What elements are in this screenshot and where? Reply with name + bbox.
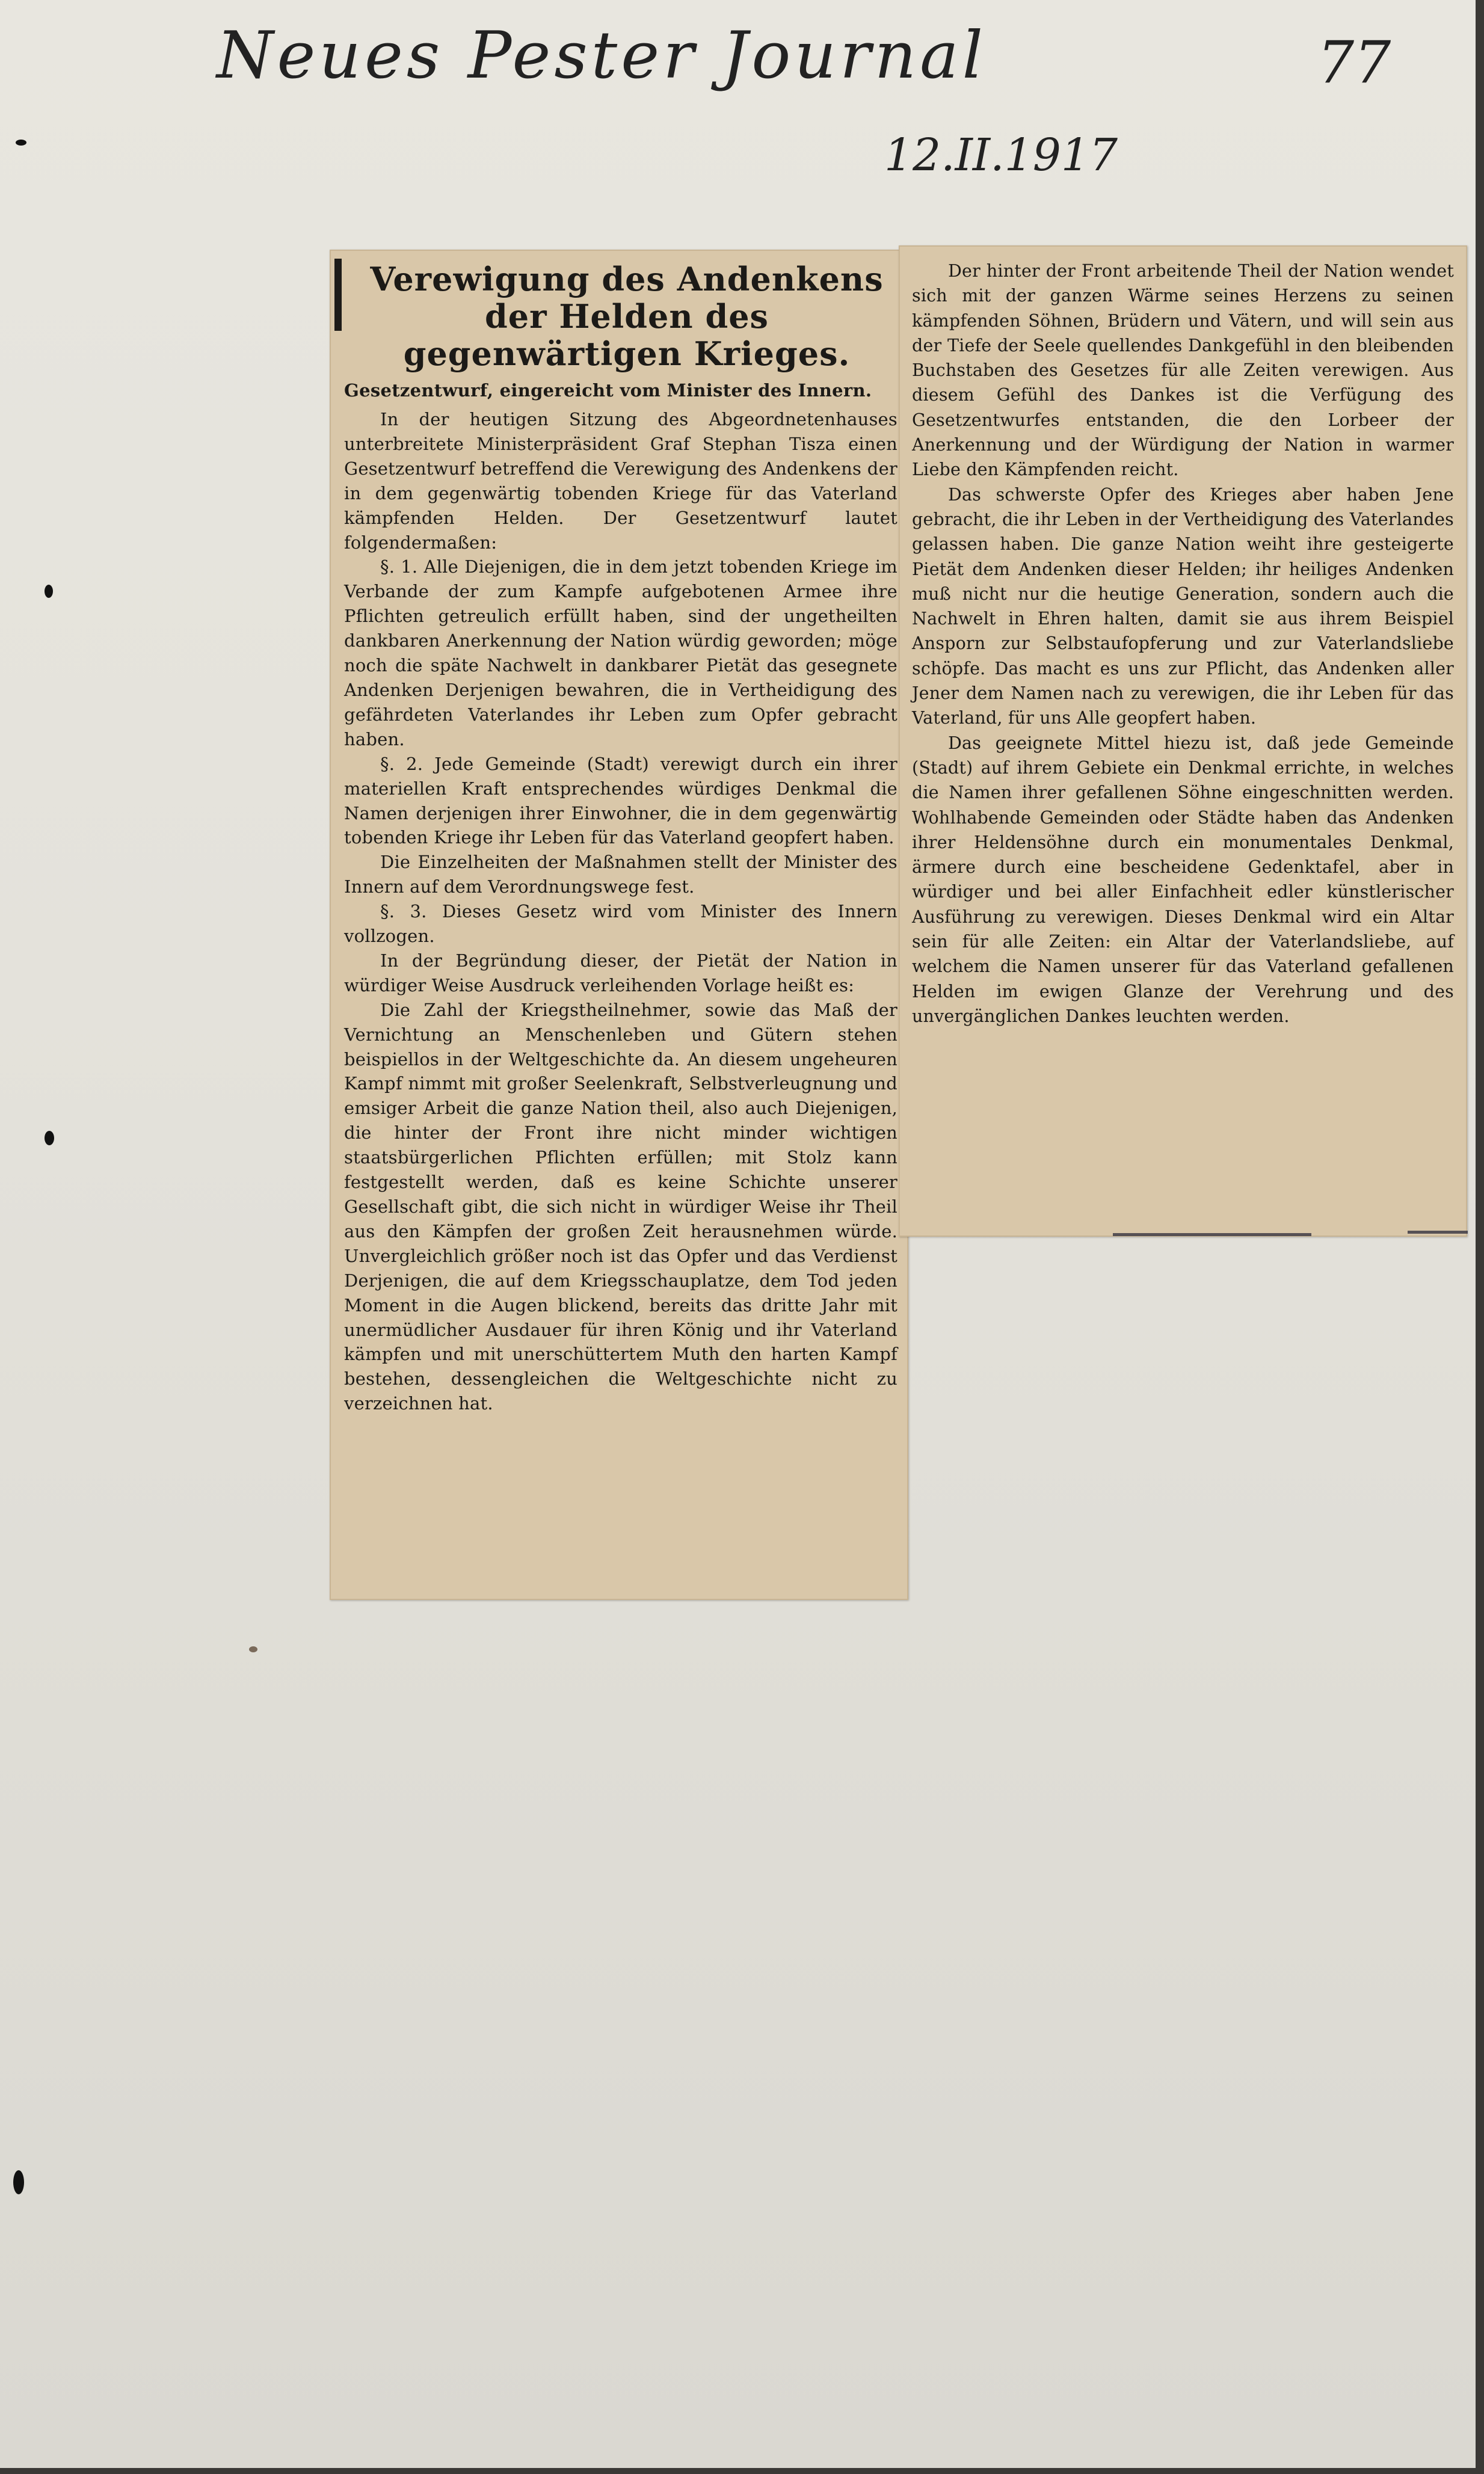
handwritten-page-number: 77: [1317, 29, 1391, 96]
article-paragraph: §. 1. Alle Diejenigen, die in dem jetzt tobenden Kriege im Verbande der zum Kampfe aufgebotenen Armee ihre Pflichten getreulich erfüllt haben, sind der ungetheilten dankbaren Anerkennung der Nation würdig geworden; möge noch die späte Nachwelt in dankbarer Pietät das gesegnete Andenken Derjenigen bewahren, die in Vertheidigung des gefährdeten Vaterlandes ihr Leben zum Opfer gebracht haben.: [344, 556, 897, 749]
article-paragraph: §. 3. Dieses Gesetz wird vom Minister des Innern vollzogen.: [344, 901, 897, 947]
article-headline: Verewigung des Andenkens der Helden des gegenwärtigen Krieges.: [370, 260, 884, 373]
clipping-right-column: [899, 245, 1467, 1237]
article-paragraph: §. 2. Jede Gemeinde (Stadt) verewigt durch ein ihrer materiellen Kraft entsprechendes würdiges Denkmal die Namen derjenigen ihrer Einwohner, die in dem gegenwärtig tobenden Kriege ihr Leben für das Vaterland geopfert haben.: [344, 753, 897, 848]
scan-edge-bottom: [0, 2468, 1484, 2474]
scan-mark: [13, 2170, 24, 2194]
article-paragraph: Das geeignete Mittel hiezu ist, daß jede Gemeinde (Stadt) auf ihrem Gebiete ein Denkmal errichte, in welches die Namen ihrer gefallenen Söhne eingeschnitten werden. Wohlhabende Gemeinden oder Städte haben das Andenken ihrer Heldensöhne durch ein monumentales Denkmal, ärmere durch eine bescheidene Gedenktafel, aber in würdiger und bei aller Einfachheit edler künstlerischer Ausführung zu verewigen. Dieses Denkmal wird ein Altar sein für alle Zeiten: ein Altar der Vaterlandsliebe, auf welchem die Namen unserer für das Vaterland gefallenen Helden im ewigen Glanze der Verehrung und des unvergänglichen Dankes leuchten werden.: [912, 733, 1454, 1026]
handwritten-date: 12.II.1917: [884, 129, 1118, 181]
scan-edge-right: [1476, 0, 1484, 2474]
article-subtitle: Gesetzentwurf, eingereicht vom Minister des Innern.: [344, 380, 872, 401]
article-paragraph: Der hinter der Front arbeitende Theil der Nation wendet sich mit der ganzen Wärme seines Herzens zu seinen kämpfenden Söhnen, Brüdern und Vätern, und will sein aus der Tiefe der Seele quellendes Dankgefühl in den bleibenden Buchstaben des Gesetzes für alle Zeiten verewigen. Aus diesem Gefühl des Dankes ist die Verfügung des Gesetzentwurfes entstanden, die den Lorbeer der Anerkennung und der Würdigung der Nation in warmer Liebe den Kämpfenden reicht.: [912, 261, 1454, 480]
article-paragraph: In der heutigen Sitzung des Abgeordnetenhauses unterbreitete Ministerpräsident Graf Stephan Tisza einen Gesetzentwurf betreffend die Verewigung des Andenkens der in dem gegenwärtig tobenden Kriege für das Vaterland kämpfenden Helden. Der Gesetzentwurf lautet folgendermaßen:: [344, 409, 897, 553]
end-rule: [1113, 1233, 1311, 1236]
end-rule: [1408, 1231, 1468, 1234]
scan-mark: [16, 140, 26, 146]
scan-mark: [249, 1646, 257, 1652]
article-paragraph: Die Zahl der Kriegstheilnehmer, sowie das Maß der Vernichtung an Menschenleben und Gütern stehen beispiellos in der Weltgeschichte da. An diesem ungeheuren Kampf nimmt mit großer Seelenkraft, Selbstverleugnung und emsiger Arbeit die ganze Nation theil, also auch Diejenigen, die hinter der Front ihre nicht minder wichtigen staatsbürgerlichen Pflichten erfüllen; mit Stolz kann festgestellt werden, daß es keine Schichte unserer Gesellschaft gibt, die sich nicht in würdiger Weise ihr Theil aus den Kämpfen der großen Zeit herausnehmen würde. Unvergleichlich größer noch ist das Opfer und das Verdienst Derjenigen, die auf dem Kriegsschauplatze, dem Tod jeden Moment in die Augen blickend, bereits das dritte Jahr mit unermüdlicher Ausdauer für ihren König und ihr Vaterland kämpfen und mit unerschüttertem Muth den harten Kampf bestehen, dessengleichen die Weltgeschichte nicht zu verzeichnen hat.: [344, 999, 897, 1414]
article-paragraph: Die Einzelheiten der Maßnahmen stellt der Minister des Innern auf dem Verordnungswege fest.: [344, 852, 897, 897]
article-paragraph: In der Begründung dieser, der Pietät der Nation in würdiger Weise Ausdruck verleihenden Vorlage heißt es:: [344, 950, 897, 995]
scan-mark: [45, 1131, 54, 1145]
article-paragraph: Das schwerste Opfer des Krieges aber haben Jene gebracht, die ihr Leben in der Vertheidigung des Vaterlandes gelassen haben. Die ganze Nation weiht ihre gesteigerte Pietät dem Andenken dieser Helden; ihr heiliges Andenken muß nicht nur die heutige Generation, sondern auch die Nachwelt in Ehren halten, damit sie aus ihrem Beispiel Ansporn zur Selbstaufopferung und zur Vaterlandsliebe schöpfe. Das macht es uns zur Pflicht, das Andenken aller Jener dem Namen nach zu verewigen, die ihr Leben für das Vaterland, für uns Alle geopfert haben.: [912, 484, 1454, 728]
headline-marker-bar: [334, 259, 342, 331]
handwritten-newspaper-name: Neues Pester Journal: [217, 18, 987, 93]
clipping-left-column: [330, 250, 908, 1600]
scan-mark: [45, 585, 53, 598]
